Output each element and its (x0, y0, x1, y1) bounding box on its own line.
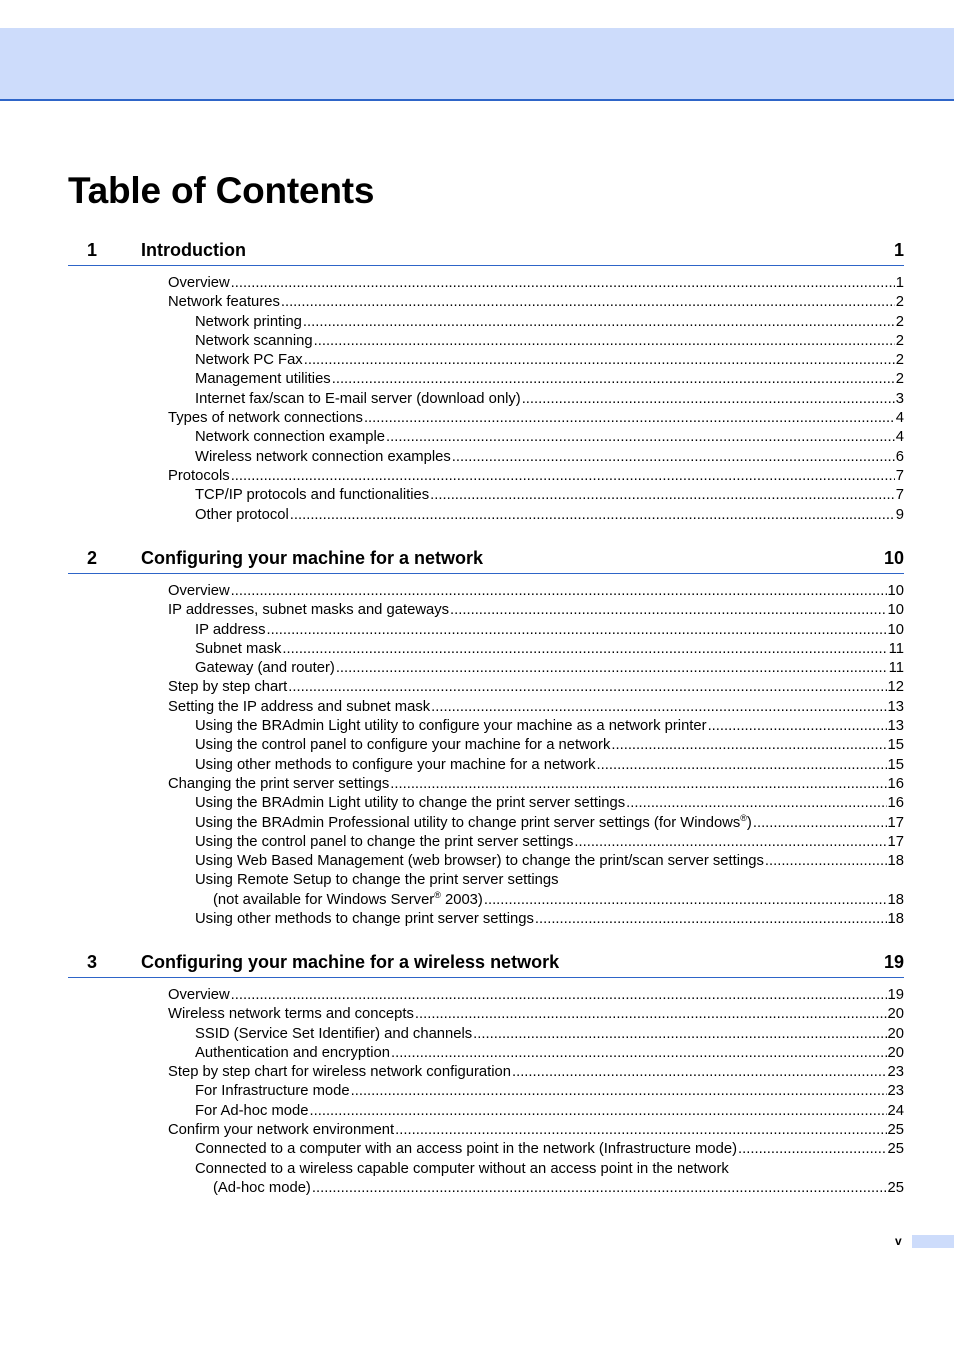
dot-leader (312, 1179, 887, 1198)
chapter-title: Configuring your machine for a wireless network (141, 952, 560, 972)
toc-entry-title (168, 467, 230, 486)
toc-entry[interactable] (68, 1179, 904, 1198)
toc-entry-text: IP addresses, subnet masks and gateways (168, 602, 450, 619)
toc-entry[interactable] (68, 601, 904, 620)
toc-entry[interactable] (68, 506, 904, 525)
dot-leader (303, 313, 895, 332)
toc-entry-title (195, 910, 534, 929)
toc-entry[interactable] (68, 775, 904, 794)
registered-mark: ® (434, 889, 441, 900)
dot-leader (282, 640, 887, 659)
toc-entry-page-number: 2 (895, 332, 904, 349)
dot-leader (266, 621, 886, 640)
toc-entry[interactable] (68, 313, 904, 332)
toc-entry-page-number: 16 (887, 795, 904, 812)
dot-leader (395, 1121, 886, 1140)
toc-entry-title (168, 601, 449, 620)
toc-entry[interactable] (68, 1025, 904, 1044)
toc-entry-page-number: 3 (895, 390, 904, 407)
toc-entry-text: Network printing (195, 313, 302, 330)
chapter-title: Introduction (141, 240, 246, 260)
toc-entry-page-number: 12 (887, 679, 904, 696)
dot-leader (574, 833, 886, 852)
dot-leader (430, 486, 895, 505)
dot-leader (288, 678, 886, 697)
dot-leader (431, 698, 886, 717)
toc-entry-title (195, 736, 610, 755)
toc-entry[interactable] (68, 1140, 904, 1159)
toc-entry-title (195, 390, 521, 409)
toc-entry[interactable] (68, 910, 904, 929)
toc-entry[interactable] (68, 274, 904, 293)
toc-entry-text: Using the BRAdmin Light utility to configure your machine as a network printer (195, 718, 707, 735)
toc-entry-title (195, 332, 313, 351)
toc-entry-title (168, 775, 389, 794)
toc-entry[interactable] (68, 794, 904, 813)
toc-entry-page-number: 15 (887, 737, 904, 754)
toc-entry[interactable] (68, 293, 904, 312)
toc-entry-title (195, 1140, 737, 1159)
toc-entry-title (195, 486, 429, 505)
toc-entry-title (195, 370, 331, 389)
dot-leader (351, 1082, 887, 1101)
dot-leader (231, 582, 887, 601)
toc-entry[interactable] (68, 467, 904, 486)
chapter-heading[interactable] (68, 542, 904, 574)
dot-leader (535, 910, 887, 929)
toc-entry-text: Subnet mask (195, 640, 282, 657)
toc-entry-page-number: 25 (887, 1141, 904, 1158)
toc-entry-page-number: 2 (895, 313, 904, 330)
toc-entry-title (195, 1025, 472, 1044)
toc-entry[interactable] (68, 814, 904, 833)
toc-entry-text: Wireless network connection examples (195, 448, 451, 465)
toc-entry-text: Overview (168, 583, 230, 599)
dot-leader (484, 891, 887, 910)
toc-entry-title (168, 1005, 414, 1024)
toc-entry[interactable] (68, 659, 904, 678)
toc-entry[interactable] (68, 1102, 904, 1121)
toc-entry[interactable] (68, 986, 904, 1005)
dot-leader (314, 332, 895, 351)
toc-entry-text: Connected to a computer with an access point in the network (Infrastructure mode) (195, 1141, 738, 1158)
chapter-3 (68, 946, 904, 1198)
dot-leader (231, 274, 895, 293)
toc-entry-title (213, 1179, 311, 1198)
toc-entry-page-number: 4 (895, 410, 904, 427)
toc-entry-page-number: 23 (887, 1064, 904, 1081)
toc-entry-page-number: 20 (887, 1044, 904, 1061)
toc-entry-text: Wireless network terms and concepts (168, 1006, 414, 1023)
toc-entry-page-number: 18 (887, 891, 904, 908)
toc-entry-title (195, 717, 707, 736)
dot-leader (415, 1005, 887, 1024)
dot-leader (391, 1044, 887, 1063)
toc-entry-text: Setting the IP address and subnet mask (168, 698, 431, 715)
toc-entry-page-number: 4 (895, 429, 904, 446)
toc-entry-title (213, 891, 483, 910)
chapter-title: Configuring your machine for a network (141, 548, 484, 568)
toc-entry-text: Using other methods to configure your machine for a network (195, 756, 596, 773)
toc-entry[interactable] (68, 582, 904, 601)
toc-entry-text: Network features (168, 294, 280, 311)
toc-entry-page-number: 25 (887, 1179, 904, 1196)
toc-entry[interactable] (68, 678, 904, 697)
toc-entry[interactable] (68, 871, 904, 890)
toc-entry-page-number: 2 (895, 352, 904, 369)
dot-leader (290, 506, 895, 525)
toc-entry-title (168, 1121, 394, 1140)
toc-entry-title (168, 274, 230, 293)
toc-entry-title (195, 814, 752, 833)
dot-leader (390, 775, 886, 794)
dot-leader (364, 409, 895, 428)
toc-entry-page-number: 2 (895, 294, 904, 311)
chapter-heading[interactable] (68, 234, 904, 266)
page-title: Table of Contents (68, 170, 375, 211)
toc-entry-page-number: 16 (887, 775, 904, 792)
header-band (0, 28, 954, 101)
toc-entry-text: Network PC Fax (195, 352, 303, 369)
toc-entry-text: Network connection example (195, 429, 385, 446)
toc-entry[interactable] (68, 1063, 904, 1082)
toc-entry-text: Authentication and encryption (195, 1044, 390, 1061)
toc-entry[interactable] (68, 621, 904, 640)
toc-entry-page-number: 1 (895, 275, 904, 291)
toc-entry-text: Step by step chart for wireless network configuration (168, 1064, 511, 1081)
toc-entry-list (68, 986, 904, 1198)
toc-entry-title (195, 351, 303, 370)
toc-entry-title (195, 852, 764, 871)
dot-leader (304, 351, 895, 370)
toc-entry[interactable] (68, 351, 904, 370)
toc-entry[interactable] (68, 409, 904, 428)
toc-entry-text: TCP/IP protocols and functionalities (195, 487, 430, 504)
toc-entry[interactable] (68, 370, 904, 389)
toc-entry-text: (not available for Windows Server (213, 891, 435, 908)
toc-entry-title (195, 756, 596, 775)
toc-entry-page-number: 7 (895, 467, 904, 484)
registered-mark: ® (740, 812, 747, 823)
chapter-number: 2 (87, 548, 98, 568)
toc-entry-title (168, 678, 287, 697)
toc-entry-text: Connected to a wireless capable computer without an access point in the network (195, 1160, 729, 1177)
toc-entry-text: Using Remote Setup to change the print server settings (195, 872, 559, 889)
toc-entry-text: Internet fax/scan to E-mail server (download only) (195, 390, 521, 407)
toc-entry-page-number: 18 (887, 853, 904, 870)
toc-entry-text: Step by step chart (168, 679, 288, 696)
dot-leader (611, 736, 886, 755)
dot-leader (753, 814, 887, 833)
toc-entry-title (168, 1063, 511, 1082)
toc-entry-page-number: 7 (895, 487, 904, 504)
toc-entry[interactable] (68, 891, 904, 910)
toc-entry-text: Changing the print server settings (168, 775, 390, 792)
chapter-number: 1 (87, 240, 98, 260)
chapter-page-number: 1 (893, 240, 904, 260)
toc-entry-text: Network scanning (195, 332, 313, 349)
toc-entry-text: Overview (168, 987, 230, 1003)
toc-entry-text: Protocols (168, 467, 230, 484)
toc-entry-text: Using Web Based Management (web browser) to change the print/scan server settings (195, 853, 764, 870)
toc-entry-title (195, 1044, 390, 1063)
toc-entry[interactable] (68, 1160, 904, 1179)
toc-entry[interactable] (68, 1121, 904, 1140)
dot-leader (386, 428, 895, 447)
toc-entry-text: Using other methods to change print server settings (195, 911, 534, 928)
toc-entry-page-number: 20 (887, 1025, 904, 1042)
toc-entry-page-number: 20 (887, 1006, 904, 1023)
dot-leader (708, 717, 887, 736)
dot-leader (450, 601, 887, 620)
chapter-heading[interactable] (68, 946, 904, 978)
dot-leader (310, 1102, 887, 1121)
dot-leader (231, 467, 895, 486)
toc-entry-page-number: 9 (895, 506, 904, 523)
toc-entry-text: Other protocol (195, 506, 289, 523)
toc-entry[interactable] (68, 833, 904, 852)
toc-entry-text: Using the control panel to change the print server settings (195, 833, 574, 850)
toc-entry-title (168, 698, 430, 717)
toc-entry-title (168, 409, 363, 428)
toc-entry[interactable] (68, 1082, 904, 1101)
toc-entry-page-number: 2 (895, 371, 904, 388)
dot-leader (765, 852, 887, 871)
toc-entry-page-number: 19 (887, 987, 904, 1003)
toc-entry-text: For Infrastructure mode (195, 1083, 350, 1100)
toc-entry-title (195, 659, 335, 678)
dot-leader (231, 986, 887, 1005)
toc-entry-text: Confirm your network environment (168, 1122, 395, 1139)
toc-entry-page-number: 13 (887, 698, 904, 715)
toc-entry-text: Using the BRAdmin Light utility to change the print server settings (195, 795, 626, 812)
dot-leader (473, 1025, 886, 1044)
toc-entry-text: (Ad-hoc mode) (213, 1179, 311, 1196)
toc-entry-title (168, 582, 230, 601)
toc-entry[interactable] (68, 736, 904, 755)
toc-entry-text: Using the control panel to configure your machine for a network (195, 737, 611, 754)
toc-entry-text: Management utilities (195, 371, 331, 388)
toc-entry-page-number: 23 (887, 1083, 904, 1100)
toc-entry-page-number: 11 (888, 660, 904, 677)
toc-entry-title (195, 640, 281, 659)
toc-entry-title (195, 313, 302, 332)
toc-entry-title (195, 1102, 309, 1121)
chapter-2 (68, 542, 904, 929)
dot-leader (738, 1140, 887, 1159)
toc-entry[interactable] (68, 486, 904, 505)
toc-entry-title (195, 428, 385, 447)
toc-entry-text: SSID (Service Set Identifier) and channels (195, 1025, 473, 1042)
toc-entry-text-suffix: ) (746, 814, 752, 831)
toc-entry-page-number: 10 (887, 602, 904, 619)
chapter-number: 3 (87, 952, 98, 972)
toc-entry-page-number: 17 (887, 833, 904, 850)
toc-entry[interactable] (68, 428, 904, 447)
dot-leader (336, 659, 888, 678)
toc-entry-text: For Ad-hoc mode (195, 1102, 309, 1119)
toc-entry-page-number: 17 (887, 814, 904, 831)
toc-entry[interactable] (68, 448, 904, 467)
dot-leader (626, 794, 886, 813)
toc-entry[interactable] (68, 390, 904, 409)
toc-entry-text: Gateway (and router) (195, 660, 335, 677)
toc-entry[interactable] (68, 756, 904, 775)
chapter-page-number: 10 (883, 548, 904, 568)
toc-entry-title (168, 986, 230, 1005)
toc-entry-page-number: 13 (887, 718, 904, 735)
dot-leader (522, 390, 895, 409)
toc-entry-text: Using the BRAdmin Professional utility to change print server settings (for Windows (195, 814, 741, 831)
dot-leader (332, 370, 895, 389)
footer-page-number: v (895, 1234, 902, 1248)
dot-leader (597, 756, 887, 775)
dot-leader (281, 293, 895, 312)
toc-entry-text: Types of network connections (168, 410, 363, 427)
toc-entry[interactable] (68, 1005, 904, 1024)
toc-entry-page-number: 6 (895, 448, 904, 465)
toc-entry-list (68, 274, 904, 525)
toc-entry[interactable] (68, 640, 904, 659)
toc-entry-page-number: 10 (887, 583, 904, 599)
toc-entry-page-number: 18 (887, 911, 904, 928)
toc-entry-title (195, 794, 625, 813)
toc-entry[interactable] (68, 332, 904, 351)
toc-entry[interactable] (68, 698, 904, 717)
toc-entry[interactable] (68, 1044, 904, 1063)
toc-entry-title (168, 293, 280, 312)
toc-entry-text-suffix: 2003) (440, 891, 483, 908)
toc-entry-page-number: 10 (887, 621, 904, 638)
toc-entry-text: Overview (168, 275, 230, 291)
chapter-page-number: 19 (883, 952, 904, 972)
toc-entry-title (195, 1082, 350, 1101)
dot-leader (452, 448, 895, 467)
chapter-1 (68, 234, 904, 525)
toc-entry-title (195, 1160, 729, 1179)
toc-entry-title (195, 506, 289, 525)
toc-entry-page-number: 24 (887, 1102, 904, 1119)
toc-entry-title (195, 448, 451, 467)
footer-tab (912, 1235, 954, 1248)
toc-entry[interactable] (68, 717, 904, 736)
toc-entry-title (195, 871, 559, 890)
toc-entry-title (195, 833, 573, 852)
toc-entry-list (68, 582, 904, 929)
toc-entry[interactable] (68, 852, 904, 871)
toc-entry-page-number: 11 (888, 640, 904, 657)
dot-leader (512, 1063, 887, 1082)
toc-entry-page-number: 15 (887, 756, 904, 773)
toc-entry-title (195, 621, 265, 640)
toc-entry-page-number: 25 (887, 1122, 904, 1139)
toc-entry-text: IP address (195, 621, 266, 638)
